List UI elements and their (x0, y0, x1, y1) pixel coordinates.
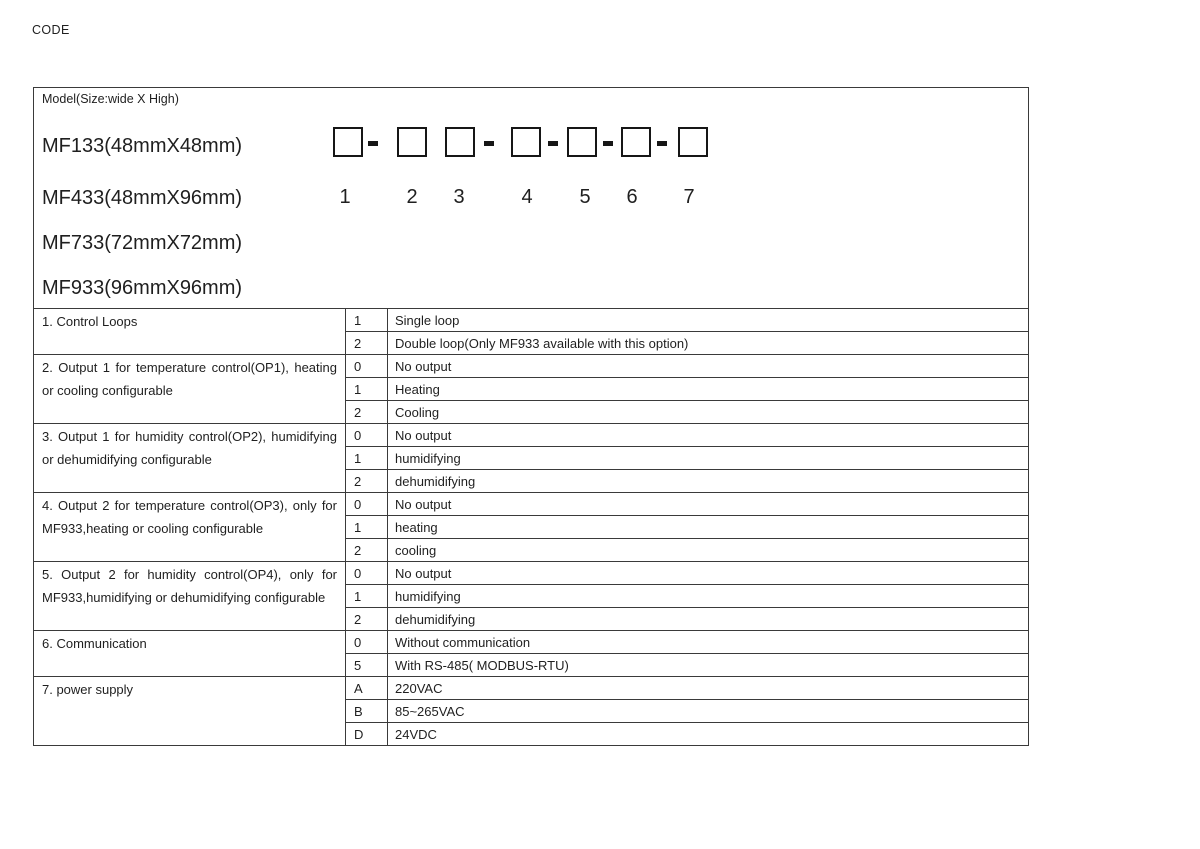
code-box-4 (511, 127, 541, 157)
code-box-7 (678, 127, 708, 157)
code-dash-icon (484, 141, 494, 146)
option-desc: humidifying (388, 447, 1029, 470)
option-desc: dehumidifying (388, 608, 1029, 631)
model-name-mf733: MF733(72mmX72mm) (42, 232, 243, 254)
section-label-power-supply: 7. power supply (34, 677, 346, 746)
option-code: D (346, 723, 388, 746)
section-label-output2-humidity: 5. Output 2 for humidity control(OP4), only for MF933,humidifying or dehumidifying configurable (34, 562, 346, 631)
option-desc: With RS-485( MODBUS-RTU) (388, 654, 1029, 677)
model-header-cell (34, 88, 1029, 309)
option-desc: Double loop(Only MF933 available with this option) (388, 332, 1029, 355)
code-box-2 (397, 127, 427, 157)
option-code: 2 (346, 470, 388, 493)
option-code: 1 (346, 516, 388, 539)
model-header (34, 88, 1028, 308)
code-dash-icon (657, 141, 667, 146)
option-desc: 220VAC (388, 677, 1029, 700)
table-row (34, 424, 1029, 447)
code-position-4: 4 (521, 186, 533, 208)
option-code: 0 (346, 493, 388, 516)
table-row (34, 562, 1029, 585)
ordering-code-table (33, 87, 1029, 746)
option-code: 1 (346, 378, 388, 401)
section-label-output2-temp: 4. Output 2 for temperature control(OP3), only for MF933,heating or cooling configurable (34, 493, 346, 562)
code-dash-icon (368, 141, 378, 146)
section-label-control-loops: 1. Control Loops (34, 309, 346, 355)
option-code: 2 (346, 539, 388, 562)
option-code: 1 (346, 585, 388, 608)
option-desc: dehumidifying (388, 470, 1029, 493)
code-position-1: 1 (339, 186, 351, 208)
table-row (34, 493, 1029, 516)
model-size-label: Model(Size:wide X High) (42, 92, 179, 106)
page-title: CODE (32, 23, 70, 37)
section-label-communication: 6. Communication (34, 631, 346, 677)
code-position-2: 2 (406, 186, 418, 208)
option-code: 2 (346, 332, 388, 355)
option-code: 1 (346, 309, 388, 332)
option-desc: 85~265VAC (388, 700, 1029, 723)
option-code: 1 (346, 447, 388, 470)
option-desc: No output (388, 355, 1029, 378)
option-desc: No output (388, 493, 1029, 516)
model-name-mf133: MF133(48mmX48mm) (42, 135, 243, 157)
section-label-output1-temp: 2. Output 1 for temperature control(OP1), heating or cooling configurable (34, 355, 346, 424)
option-desc: Without communication (388, 631, 1029, 654)
option-code: B (346, 700, 388, 723)
table-row (34, 309, 1029, 332)
option-code: 0 (346, 355, 388, 378)
option-desc: Single loop (388, 309, 1029, 332)
option-code: 5 (346, 654, 388, 677)
option-desc: heating (388, 516, 1029, 539)
code-position-7: 7 (683, 186, 695, 208)
model-name-mf433: MF433(48mmX96mm) (42, 187, 243, 209)
option-desc: No output (388, 424, 1029, 447)
code-box-3 (445, 127, 475, 157)
code-position-3: 3 (453, 186, 465, 208)
code-dash-icon (548, 141, 558, 146)
option-desc: 24VDC (388, 723, 1029, 746)
option-desc: Cooling (388, 401, 1029, 424)
table-row (34, 355, 1029, 378)
option-desc: No output (388, 562, 1029, 585)
option-desc: humidifying (388, 585, 1029, 608)
code-box-6 (621, 127, 651, 157)
option-desc: cooling (388, 539, 1029, 562)
option-code: 0 (346, 631, 388, 654)
code-box-5 (567, 127, 597, 157)
option-code: A (346, 677, 388, 700)
table-row (34, 677, 1029, 700)
option-code: 2 (346, 608, 388, 631)
option-code: 0 (346, 424, 388, 447)
option-code: 2 (346, 401, 388, 424)
section-label-output1-humidity: 3. Output 1 for humidity control(OP2), humidifying or dehumidifying configurable (34, 424, 346, 493)
code-position-6: 6 (626, 186, 638, 208)
table-row (34, 631, 1029, 654)
option-code: 0 (346, 562, 388, 585)
option-desc: Heating (388, 378, 1029, 401)
code-box-1 (333, 127, 363, 157)
code-dash-icon (603, 141, 613, 146)
code-position-5: 5 (579, 186, 591, 208)
model-name-mf933: MF933(96mmX96mm) (42, 277, 243, 299)
